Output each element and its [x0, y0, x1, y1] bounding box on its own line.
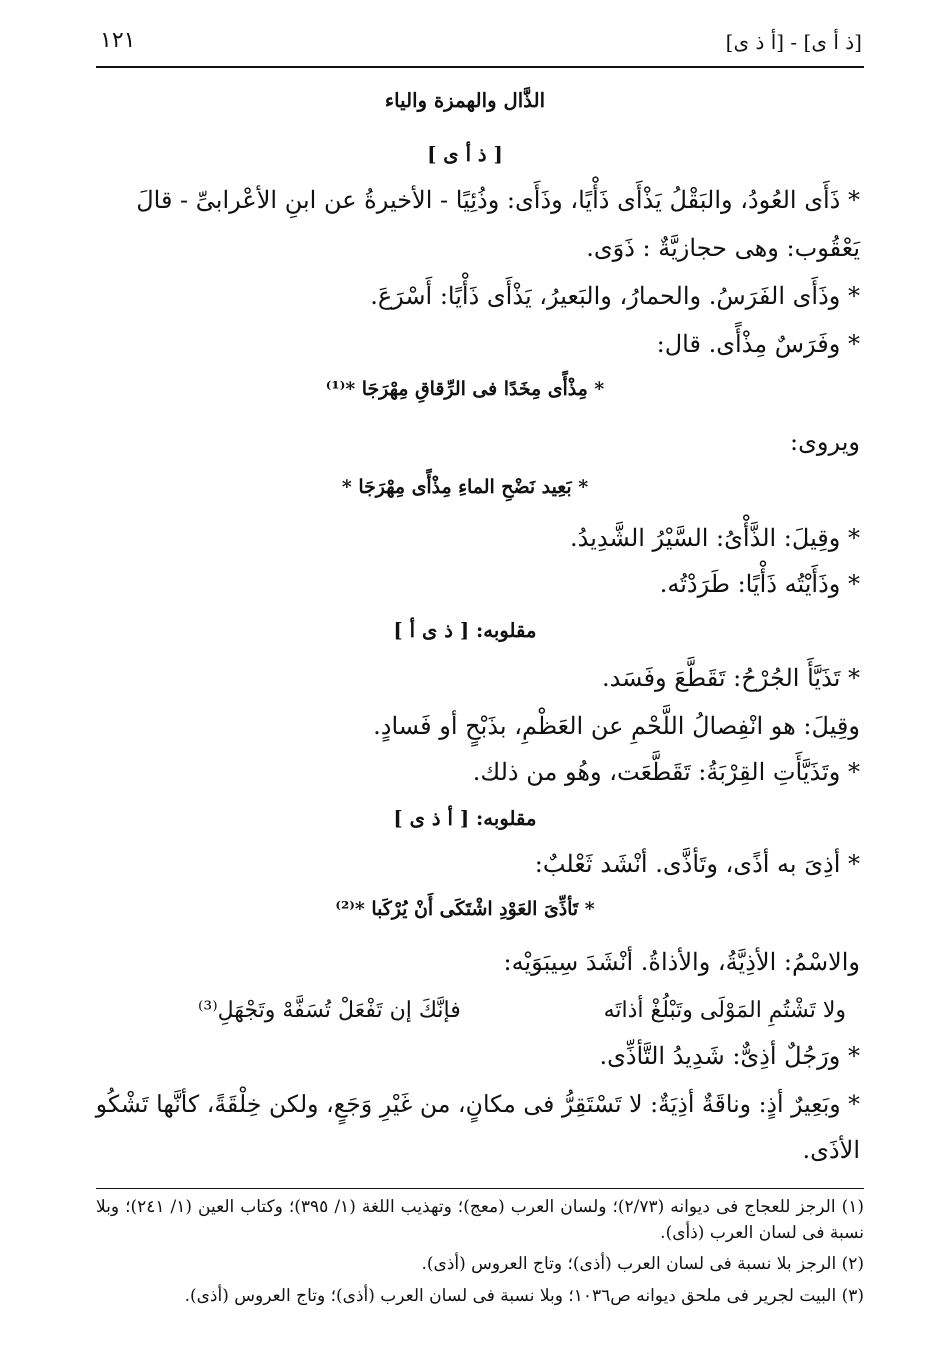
root-heading-2: مقلوبه: [ ذ ى أ ]	[393, 618, 537, 642]
verse-4-second-hemistich: فإنَّكَ إن تَفْعَلْ تُسَفَّهْ وتَجْهَلِ⁽³⁾	[198, 998, 461, 1023]
entry-line-11: * أذِىَ به أذًى، وتَأذَّى. أنْشَد ثَعْلبٌ:	[534, 850, 860, 878]
entry-line-13: * ورَجُلٌ أذِىٌّ: شَدِيدُ التَّأذِّى.	[599, 1042, 860, 1070]
entry-line-3: * وذَأَى الفَرَسُ. والحمارُ، والبَعيرُ، يَذْأَى ذَأْيًا: أَسْرَعَ.	[370, 282, 860, 310]
section-title: الذَّال والهمزة والياء	[384, 88, 546, 112]
entry-line-10: * وتَذَيَّأَتِ القِرْبَةُ: تَقَطَّعَت، وهُو من ذلك.	[472, 758, 860, 786]
entry-line-6: * وقِيلَ: الذَّأْىُ: السَّيْرُ الشَّدِيدُ.	[570, 524, 860, 552]
entry-line-9: وقِيلَ: هو انْفِصالُ اللَّحْمِ عن العَظْمِ، بذَبْحٍ أو فَسادٍ.	[373, 712, 860, 740]
footnote-3: (٣) البيت لجرير فى ملحق ديوانه ص١٠٣٦؛ وبلا نسبة فى لسان العرب (أذى)؛ وتاج العروس (أذى).	[184, 1286, 864, 1306]
entry-line-7: * وذَأَيْتُه ذَأْيًا: طَرَدْتُه.	[659, 570, 860, 598]
root-heading-1: [ ذ أ ى ]	[427, 142, 503, 166]
entry-line-15: الأذَى.	[802, 1136, 860, 1164]
entry-line-14: * وبَعِيرٌ أذٍ: وناقَةٌ أذِيَةٌ: لا تَسْتَقِرُّ فى مكانٍ، من غَيْرِ وَجَعٍ، ولكن خِلْقَةً، كأنَّها تَشْكُو	[95, 1090, 860, 1118]
entry-line-4: * وفَرَسٌ مِذْأًى. قال:	[656, 330, 860, 358]
entry-line-12: والاسْمُ: الأذِيَّةُ، والأذاةُ. أنْشَدَ سِيبَوَيْه:	[503, 948, 860, 976]
verse-4-first-hemistich: ولا تَشْتُمِ المَوْلَى وتَبْلُغْ أذاتَه	[603, 998, 846, 1023]
verse-3: * تَأذِّىَ العَوْدِ اشْتَكَى أَنْ يُرْكَبا *⁽²⁾	[335, 898, 595, 920]
page-number: ١٢١	[100, 28, 136, 53]
footnote-1: (١) الرجز للعجاج فى ديوانه (٢/٧٣)؛ ولسان العرب (معج)؛ وتهذيب اللغة (١/ ٣٩٥)؛ وكتاب العين (١/ ٢٤١)؛ وبلا نسبة فى لسان العرب (ذأى).	[96, 1197, 864, 1243]
footnote-rule	[96, 1188, 864, 1189]
footnote-2: (٢) الرجز بلا نسبة فى لسان العرب (أذى)؛ وتاج العروس (أذى).	[421, 1254, 864, 1274]
entry-line-1: * ذَأَى العُودُ، والبَقْلُ يَذْأَى ذَأْيًا، وذَأَى: وذُئِيًا - الأخيرةُ عن ابنِ الأعْرابىِّ - قالَ	[136, 186, 860, 214]
verse-2: * بَعِيد نَضْحِ الماءِ مِذْأًى مِهْرَجَا *	[341, 476, 589, 498]
verse-1: * مِذْأًى مِخَدًا فى الرِّقاقِ مِهْرَجَا *⁽¹⁾	[325, 378, 605, 400]
entry-line-8: * تَذَيَّأَ الجُرْحُ: تَقَطَّعَ وفَسَد.	[601, 664, 860, 692]
running-head: [ذ أ ى] - [أ ذ ى]	[725, 30, 862, 54]
entry-line-2: يَعْقُوب: وهى حجازيَّةٌ : ذَوَى.	[586, 234, 860, 262]
entry-line-5: ويروى:	[790, 428, 860, 456]
root-heading-3: مقلوبه: [ أ ذ ى ]	[393, 806, 537, 830]
header-rule	[96, 66, 864, 68]
